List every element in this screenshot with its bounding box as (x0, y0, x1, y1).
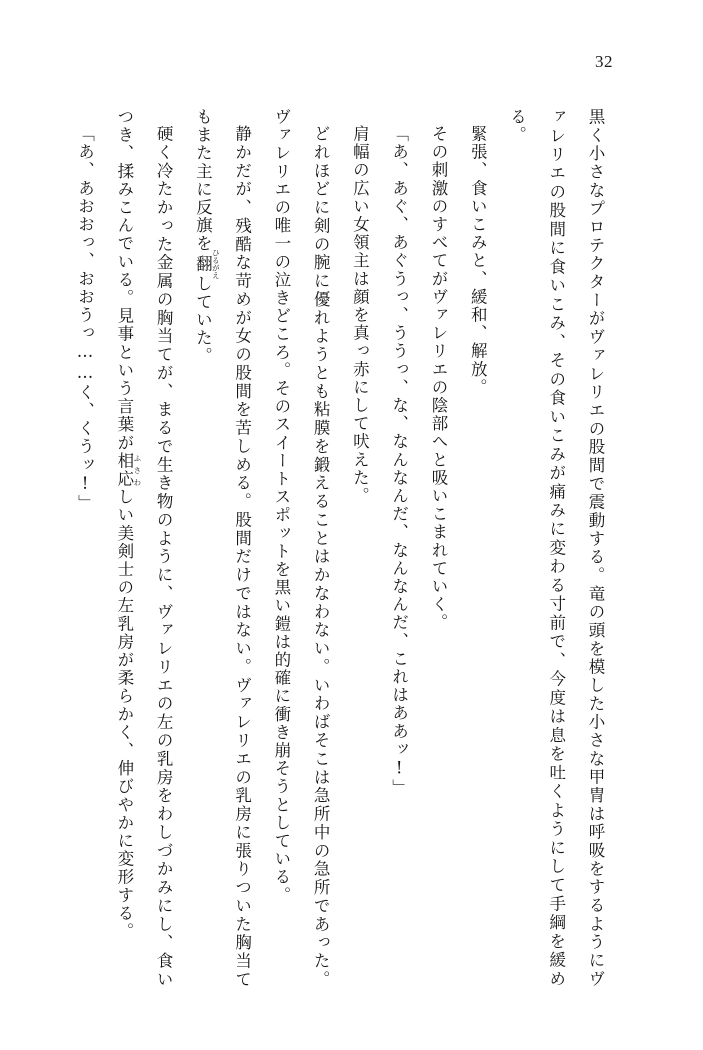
paragraph-1: 黒く小さなプロテクターがヴァレリエの股間で震動する。竜の頭を模した小さな甲冑は呼吸をするようにヴァレリエの股間に食いこみ、その食いこみが痛みに変わる寸前で、今度は息を吐くようにして手綱を緩める。 (507, 108, 605, 988)
page-number: 32 (595, 52, 613, 71)
paragraph-7 (183, 108, 262, 988)
body-text-block (72, 108, 615, 988)
ruby-annotation: 翻 ひるがえ (193, 248, 221, 279)
ruby-reading: ひるがえ (211, 248, 221, 279)
ruby-reading: ふさわ (132, 451, 142, 489)
paragraph-8 (105, 108, 184, 988)
paragraph-2: 緊張、食いこみと、緩和、解放。 (468, 124, 488, 396)
paragraph-3: その刺激のすべてがヴァレリエの陰部へと吸いこまれていく。 (428, 124, 448, 632)
ruby-annotation: 相応 ふさわ (114, 451, 142, 489)
paragraph-7-text: 静かだが、残酷な苛めが女の股間を苦しめる。股間だけではない。ヴァレリエの乳房に張りついた胸当てもまた主に反旗を翻 ひるがえしていた。 (193, 108, 252, 988)
paragraph-4: 「あ、あぐ、あぐうっ、ううっ、な、なんなんだ、なんなんだ、これはああッ!」 (389, 124, 409, 797)
paragraph-6: どれほどに剣の腕に優れようとも粘膜を鍛えることはかなわない。いわばそこは急所中の急所であった。ヴァレリエの唯一の泣きどころ。そのスイートスポットを黒い鎧は的確に衝き崩そうとしている。 (271, 108, 331, 988)
paragraph-8-text: 硬く冷たかった金属の胸当てが、まるで生き物のように、ヴァレリエの左の乳房をわしづかみにし、食いつき、揉みこんでいる。見事という言葉が相応 ふさわしい美剣士の左乳房が柔らかく、伸びやかに変形する。 (114, 108, 174, 988)
paragraph-9: 「あ、あおおっ、おおうっ……く、くうッ!」 (75, 124, 95, 513)
paragraph-5: 肩幅の広い女領主は顔を真っ赤にして吠えた。 (350, 124, 370, 505)
